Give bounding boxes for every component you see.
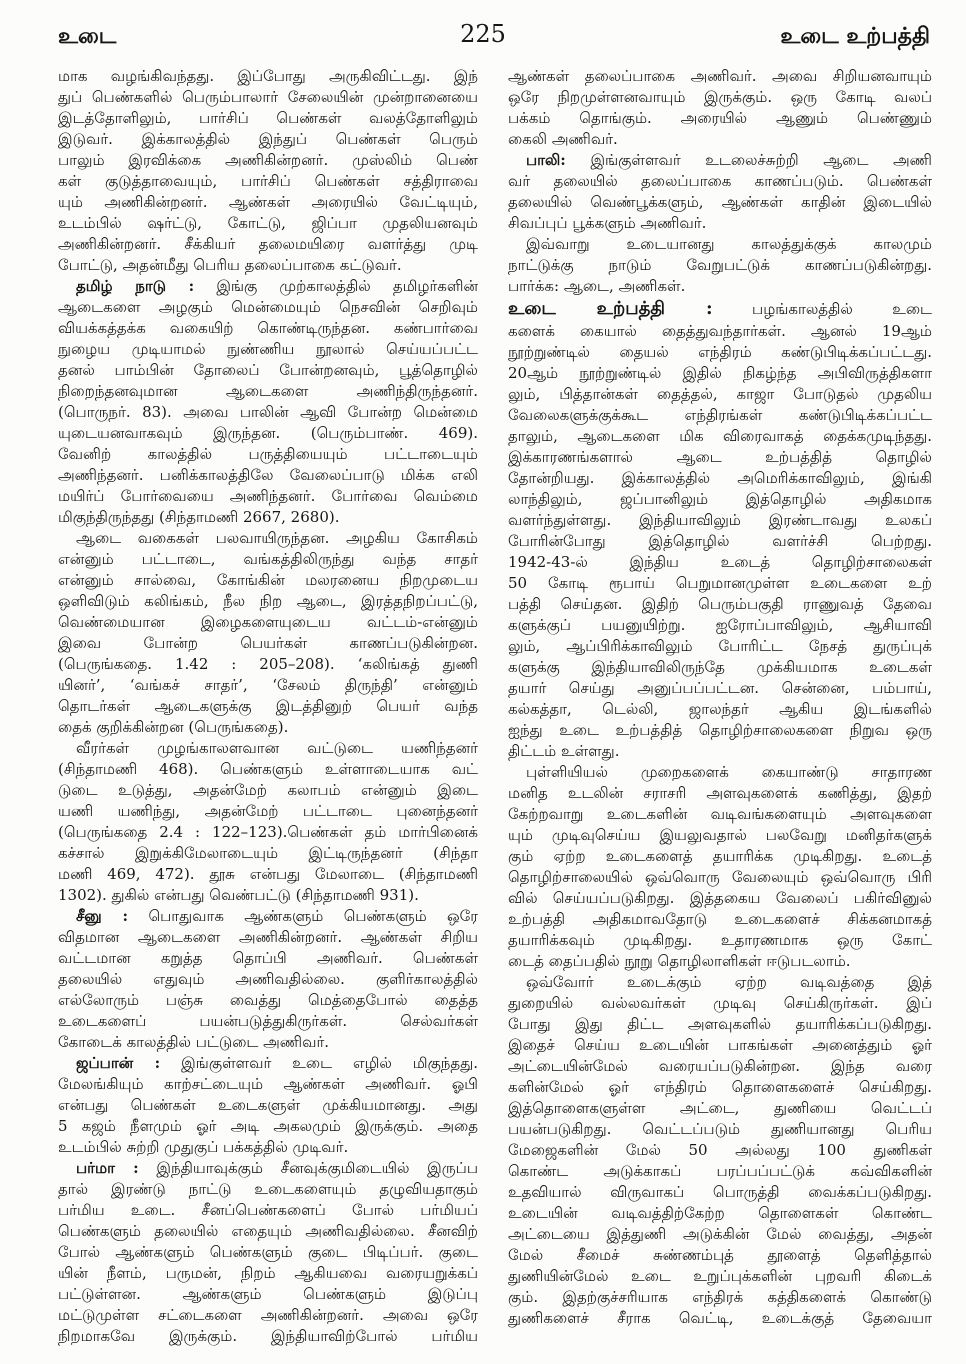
text-line xyxy=(58,549,478,570)
text-line xyxy=(58,1221,478,1242)
text-line xyxy=(508,972,932,993)
line-text: கும் ஏற்ற உடைகளைத் தயாரிக்க முடிகிறது. உடைத் xyxy=(508,847,932,865)
line-text: துப் பெண்களில் பெரும்பாலார் சேலையின் முன்றானையை xyxy=(58,88,478,106)
text-line xyxy=(58,885,478,906)
line-text: பத்தி செய்தன. இதிற் பெரும்பகுதி ராணுவத் தேவை xyxy=(508,595,932,613)
line-text: என்பது பெண்கள் உடைகளுள் முக்கியமானது. அது xyxy=(58,1096,478,1114)
text-line xyxy=(508,1245,932,1266)
line-text: மயிர்ப் போர்வையை அணிந்தனர். போர்வை வெம்மை xyxy=(58,487,478,505)
line-text: வேலைகளுக்குக்கூட எந்திரங்கள் கண்டுபிடிக்கப்பட்ட xyxy=(508,406,932,424)
line-text: பார்க்க: ஆடை, அணிகள். xyxy=(508,277,686,295)
line-text: வேனிற் காலத்தில் பருத்தியையும் பட்டாடையும் xyxy=(58,445,478,463)
line-text: நாட்டுக்கு நாடும் வேறுபட்டுக் காணப்படுகின்றது. xyxy=(508,256,932,274)
text-line xyxy=(58,360,478,381)
line-text: (பெருங்கதை. 1.42 : 205–208). ‘கலிங்கத் துணி xyxy=(58,655,478,673)
line-text: இக்காரணங்களால் ஆடை உற்பத்தித் தொழில் xyxy=(508,448,932,466)
line-text: புள்ளியியல் முறைகளைக் கையாண்டு சாதாரண xyxy=(526,763,932,781)
text-line xyxy=(508,1098,932,1119)
line-text: டுடை உடுத்து, அதன்மேற் கலாபம் என்னும் இடை xyxy=(58,781,478,799)
text-line xyxy=(58,822,478,843)
text-line xyxy=(508,363,932,384)
line-text: தைக் குறிக்கின்றன (பெருங்கதை). xyxy=(58,718,289,736)
line-text: உடம்பில் சுற்றி முதுகுப் பக்கத்தில் முடிவர். xyxy=(58,1138,349,1156)
paragraph xyxy=(58,906,478,1053)
line-text: கும். இதற்குச்சரியாக எந்திரக் கத்திகளைக் கொண்டு xyxy=(508,1288,932,1306)
line-text: 5 கஜம் நீளமும் ஓர் அடி அகலமும் இருக்கும். அதை xyxy=(58,1117,478,1135)
text-line xyxy=(58,759,478,780)
text-line xyxy=(58,1284,478,1305)
text-line xyxy=(58,255,478,276)
line-text: டைத் தைப்பதில் நூறு தொழிலாளிகள் ஈடுபடலாம். xyxy=(508,952,851,970)
text-line xyxy=(58,1032,478,1053)
text-line xyxy=(58,612,478,633)
text-line xyxy=(508,1119,932,1140)
line-text: கொண்ட அடுக்காகப் பரப்பப்பட்டுக் கவ்விகளின் xyxy=(508,1162,932,1180)
text-line xyxy=(508,909,932,930)
line-text: விதமான ஆடைகளை அணிகின்றனர். ஆண்கள் சிறிய xyxy=(58,928,478,946)
text-line xyxy=(58,654,478,675)
line-text: இங்குள்ளவர் உடலைச்சுற்றி ஆடை அணி xyxy=(590,151,932,169)
line-text: களுக்குப் பயனுயிற்று. ஐரோப்பாவிலும், ஆசியாவி xyxy=(508,616,932,634)
line-text: லும், பித்தான்கள் தைத்தல், காஜா போடுதல் முதலிய xyxy=(508,385,932,403)
line-text: எல்லோரும் பஞ்சு வைத்து மெத்தைபோல் தைத்த xyxy=(58,991,478,1009)
text-line xyxy=(508,594,932,615)
line-text: தால் இரண்டு நாட்டு உடைகளையும் தழுவியதாகும் xyxy=(58,1180,478,1198)
text-line xyxy=(508,1266,932,1287)
text-line xyxy=(508,510,932,531)
running-head-left: உடை xyxy=(58,23,117,49)
text-line xyxy=(58,1053,478,1074)
text-line xyxy=(58,108,478,129)
text-line xyxy=(58,444,478,465)
line-text: வர் தலையில் தலைப்பாகை காணப்படும். பெண்கள் xyxy=(508,172,932,190)
line-text: யின் நீளம், பருமன், நிறம் ஆகியவை வரையறுக்கப் xyxy=(58,1264,478,1282)
text-line xyxy=(508,615,932,636)
text-line xyxy=(508,888,932,909)
line-text: பர்மிய உடை. சீனப்பெண்களைப் போல் பர்மியப் xyxy=(58,1201,478,1219)
text-line xyxy=(508,930,932,951)
paragraph xyxy=(508,762,932,972)
text-line xyxy=(58,66,478,87)
paragraph xyxy=(508,297,932,762)
text-line xyxy=(508,1308,932,1329)
text-line xyxy=(508,678,932,699)
text-line xyxy=(58,507,478,528)
text-line xyxy=(58,276,478,297)
text-line xyxy=(508,1287,932,1308)
text-line xyxy=(508,447,932,468)
right-column xyxy=(508,66,932,1329)
text-line xyxy=(508,1056,932,1077)
line-text: அணிகின்றனர். சீக்கியர் தலைமயிரை வளர்த்து முடி xyxy=(58,235,478,253)
text-line xyxy=(58,675,478,696)
line-text: நிறைந்தனவுமான ஆடைகளை அணிந்திருந்தனர். xyxy=(58,382,478,400)
text-line xyxy=(508,276,932,297)
text-line xyxy=(508,150,932,171)
text-line xyxy=(58,1158,478,1179)
line-text: கள் குடுத்தாவையும், பார்சிப் பெண்கள் சத்திராவை xyxy=(58,172,478,190)
line-text: பெண்களும் தலையில் எதையும் அணிவதில்லை. சீனவிற் xyxy=(58,1222,478,1240)
text-line xyxy=(58,948,478,969)
line-text: தயாரிக்கவும் முடிகிறது. உதாரணமாக ஒரு கோட் xyxy=(508,931,932,949)
text-line xyxy=(58,1095,478,1116)
page-number: 225 xyxy=(460,20,506,48)
text-line xyxy=(58,906,478,927)
line-text: பாலும் இரவிக்கை அணிகின்றனர். முஸ்லிம் பெண் xyxy=(58,151,478,169)
text-line xyxy=(58,213,478,234)
left-column xyxy=(58,66,478,1347)
line-text: தொழிற்சாலையில் ஒவ்வொரு வேலையும் ஒவ்வொரு பிரி xyxy=(508,868,932,886)
text-line xyxy=(508,573,932,594)
text-line xyxy=(508,489,932,510)
text-line xyxy=(58,1200,478,1221)
line-text: உடையின் வடிவத்திற்கேற்ற தொளைகள் கொண்ட xyxy=(508,1204,932,1222)
text-line xyxy=(58,969,478,990)
line-text: இந்தியாவுக்கும் சீனவுக்குமிடையில் இருப்ப xyxy=(156,1159,478,1177)
text-line xyxy=(508,213,932,234)
text-line xyxy=(508,846,932,867)
text-line xyxy=(508,342,932,363)
text-line xyxy=(508,255,932,276)
text-line xyxy=(58,423,478,444)
line-text: மட்டுமுள்ள சட்டைகளை அணிகின்றனர். அவை ஒரே xyxy=(58,1306,478,1324)
text-line xyxy=(58,1011,478,1032)
text-line xyxy=(58,780,478,801)
text-line xyxy=(508,1161,932,1182)
line-text: உடம்பில் ஷர்ட்டு, கோட்டு, ஜிப்பா முதலியனவும் xyxy=(58,214,478,232)
text-line xyxy=(58,234,478,255)
text-line xyxy=(508,1014,932,1035)
section-heading: பாலி: xyxy=(526,151,566,169)
line-text: தாலும், ஆடைகளை மிக விரைவாகத் தைக்கமுடிந்தது. xyxy=(508,427,932,445)
line-text: உற்பத்தி அதிகமாவதோடு உடைகளைச் சிக்கனமாகத் xyxy=(508,910,932,928)
line-text: ஒவ்வோர் உடைக்கும் ஏற்ற வடிவத்தை இத் xyxy=(526,973,932,991)
text-line xyxy=(58,381,478,402)
text-line xyxy=(508,108,932,129)
line-text: இங்குள்ளவர் உடை எழில் மிகுந்தது. xyxy=(181,1054,478,1072)
line-text: தொடர்கள் ஆடைகளுக்கு இடத்தினுற் பெயர் வந்த xyxy=(58,697,478,715)
text-line xyxy=(508,993,932,1014)
line-text: மேஜைகளின் மேல் 50 அல்லது 100 துணிகள் xyxy=(508,1141,932,1159)
text-line xyxy=(508,171,932,192)
text-line xyxy=(58,486,478,507)
text-line xyxy=(508,762,932,783)
text-line xyxy=(508,804,932,825)
paragraph xyxy=(58,66,478,276)
text-line xyxy=(508,1224,932,1245)
text-line xyxy=(58,1116,478,1137)
paragraph xyxy=(58,1158,478,1347)
text-line xyxy=(58,297,478,318)
line-text: அட்டையை இத்துணி அடுக்கின் மேல் வைத்து, அதன் xyxy=(508,1225,932,1243)
section-heading: தமிழ் நாடு : xyxy=(76,277,195,295)
line-text: மணி 469, 472). தூசு என்பது மேலாடை (சிந்தாமணி xyxy=(58,865,478,883)
text-line xyxy=(58,927,478,948)
text-line xyxy=(58,591,478,612)
text-line xyxy=(58,465,478,486)
line-text: யும் முடிவுசெய்ய இயலுவதால் பலவேறு மனிதர்களுக் xyxy=(508,826,932,844)
line-text: பக்கம் தொங்கும். அரையில் ஆணும் பெண்ணும் xyxy=(508,109,932,127)
text-line xyxy=(508,468,932,489)
line-text: யுடையனவாகவும் இருந்தன. (பெரும்பாண். 469). xyxy=(58,424,478,442)
line-text: துணிகளைச் சீராக வெட்டி, உடைக்குத் தேவையா xyxy=(508,1309,932,1327)
line-text: தலையில் வெண்பூக்களும், ஆண்கள் காதின் இடையில் xyxy=(508,193,932,211)
text-line xyxy=(508,1035,932,1056)
line-text: போது இது திட்ட அளவுகளில் தயாரிக்கப்படுகிறது. xyxy=(508,1015,932,1033)
text-line xyxy=(58,1242,478,1263)
text-line xyxy=(58,1263,478,1284)
line-text: ஆடைகளை அழகும் மென்மையும் நெசவின் செறிவும் xyxy=(58,298,478,316)
line-text: நிறமாகவே இருக்கும். இந்தியாவிற்போல் பர்மிய xyxy=(58,1327,478,1345)
line-text: பயன்படுகிறது. வெட்டப்படும் துணியானது பெரிய xyxy=(508,1120,932,1138)
line-text: துணியின்மேல் உடை உறுப்புக்களின் புறவரி கிடைக் xyxy=(508,1267,932,1285)
line-text: உதவியால் விருவாகப் பொருத்தி வைக்கப்படுகிறது. xyxy=(508,1183,932,1201)
text-line xyxy=(58,1137,478,1158)
line-text: அட்டையின்மேல் வரையப்படுகின்றன. இந்த வரை xyxy=(508,1057,932,1075)
paragraph xyxy=(508,972,932,1329)
line-text: இங்கு முற்காலத்தில் தமிழர்களின் xyxy=(216,277,478,295)
line-text: என்னும் சால்வை, கோங்கின் மலரனைய நிறமுடைய xyxy=(58,571,478,589)
text-line xyxy=(58,801,478,822)
line-text: பொதுவாக ஆண்களும் பெண்களும் ஒரே xyxy=(148,907,478,925)
text-line xyxy=(58,192,478,213)
paragraph xyxy=(58,738,478,906)
line-text: பட்டுள்ளன. ஆண்களும் பெண்களும் இடுப்பு xyxy=(58,1285,478,1303)
text-line xyxy=(58,864,478,885)
line-text: (சிந்தாமணி 468). பெண்களும் உள்ளாடையாக வட் xyxy=(58,760,478,778)
line-text: கைலி அணிவர். xyxy=(508,130,618,148)
line-text: மேலங்கியும் காற்சட்டையும் ஆண்கள் அணிவர். ஓபி xyxy=(58,1075,478,1093)
paragraph xyxy=(508,66,932,150)
text-line xyxy=(508,552,932,573)
text-line xyxy=(58,570,478,591)
line-text: உடைகளைப் பயன்படுத்துகிருர்கள். செல்வர்கள் xyxy=(58,1012,478,1030)
line-text: மனித உடலின் சராசரி அளவுகளைக் கணித்து, இதற் xyxy=(508,784,932,802)
line-text: கேற்றவாறு உடைகளின் வடிவங்களையும் அளவுகளை xyxy=(508,805,932,823)
line-text: தோன்றியது. இக்காலத்தில் அமெரிக்காவிலும், இங்கி xyxy=(508,469,932,487)
line-text: அணிந்தனர். பனிக்காலத்திலே வேலைப்பாடு மிக்க எலி xyxy=(58,466,478,484)
line-text: தயார் செய்து அனுப்பப்பட்டன. சென்னை, பம்பாய், xyxy=(508,679,932,697)
text-line xyxy=(508,129,932,150)
running-head-right: உடை உற்பத்தி xyxy=(780,23,930,49)
text-line xyxy=(58,738,478,759)
text-line xyxy=(508,741,932,762)
text-line xyxy=(58,318,478,339)
paragraph xyxy=(58,276,478,528)
line-text: நூற்றுண்டில் தையல் எந்திரம் கண்டுபிடிக்கப்பட்டது. xyxy=(508,343,932,361)
line-text: கச்சால் இறுக்கிமேலாடையும் இட்டிருந்தனர் (சிந்தா xyxy=(58,844,478,862)
text-line xyxy=(508,699,932,720)
text-line xyxy=(58,171,478,192)
paragraph xyxy=(58,1053,478,1158)
line-text: வில் செய்யப்படுகிறது. இத்தகைய வேலைப் பகிர்வினுல் xyxy=(508,889,932,907)
line-text: யணி யணிந்து, அதன்மேற் பட்டாடை புனைந்தனர் xyxy=(58,802,478,820)
text-line xyxy=(508,657,932,678)
line-text: ஆண்கள் தலைப்பாகை அணிவர். அவை சிறியனவாயும் xyxy=(508,67,932,85)
line-text: யினர்’, ‘வங்கச் சாதர்’, ‘சேலம் திருந்தி’ என்னும் xyxy=(58,676,478,694)
text-line xyxy=(508,636,932,657)
text-line xyxy=(58,633,478,654)
text-line xyxy=(58,528,478,549)
text-line xyxy=(508,405,932,426)
line-text: ஒளிவிடும் கலிங்கம், நீல நிற ஆடை, இரத்தநிறப்பட்டு, xyxy=(58,592,478,610)
text-line xyxy=(508,783,932,804)
line-text: மிகுந்திருந்தது (சிந்தாமணி 2667, 2680). xyxy=(58,508,340,526)
text-line xyxy=(508,825,932,846)
text-line xyxy=(58,696,478,717)
line-text: பழங்காலத்தில் உடை xyxy=(752,300,932,318)
line-text: இவை போன்ற பெயர்கள் காணப்படுகின்றன. xyxy=(58,634,478,652)
text-line xyxy=(58,717,478,738)
line-text: வட்டமான கறுத்த தொப்பி அணிவர். பெண்கள் xyxy=(58,949,478,967)
line-text: 1302). துகில் என்பது வெண்பட்டு (சிந்தாமணி 931). xyxy=(58,886,419,904)
line-text: வளர்ந்துள்ளது. இந்தியாவிலும் இரண்டாவது உலகப் xyxy=(508,511,932,529)
text-line xyxy=(508,192,932,213)
paragraph xyxy=(508,234,932,297)
line-text: களுக்கு இந்தியாவிலிருந்தே முக்கியமாக உடைகள் xyxy=(508,658,932,676)
text-line xyxy=(58,129,478,150)
text-line xyxy=(508,297,932,321)
text-line xyxy=(508,1182,932,1203)
text-line xyxy=(58,843,478,864)
line-text: வீரர்கள் முழங்காலளவான வட்டுடை யணிந்தனர் xyxy=(76,739,478,757)
text-line xyxy=(508,87,932,108)
line-text: 50 கோடி ரூபாய் பெறுமானமுள்ள உடைகளை உற் xyxy=(508,574,932,592)
text-line xyxy=(58,87,478,108)
line-text: மேல் சீமைச் சுண்ணம்புத் தூளைத் தெளித்தால் xyxy=(508,1246,932,1264)
line-text: லும், ஆப்பிரிக்காவிலும் போரிட்ட நேசத் துருப்புக் xyxy=(508,637,932,655)
line-text: போரின்போது இத்தொழில் வளர்ச்சி பெற்றது. xyxy=(508,532,932,550)
text-line xyxy=(58,339,478,360)
text-line xyxy=(508,1140,932,1161)
text-line xyxy=(508,867,932,888)
text-line xyxy=(58,402,478,423)
section-heading: சீனு : xyxy=(76,907,129,925)
line-text: யும் அணிகின்றனர். ஆண்கள் அரையில் வேட்டியும், xyxy=(58,193,478,211)
paragraph xyxy=(58,528,478,738)
line-text: இடத்தோளிலும், பார்சிப் பெண்கள் வலத்தோளிலும் xyxy=(58,109,478,127)
line-text: இவ்வாறு உடையானது காலத்துக்குக் காலமும் xyxy=(526,235,932,253)
text-line xyxy=(508,426,932,447)
text-line xyxy=(508,951,932,972)
line-text: 20ஆம் நூற்றுண்டில் இதில் நிகழ்ந்த அபிவிருத்திகளா xyxy=(508,364,932,382)
text-line xyxy=(58,990,478,1011)
line-text: இதைச் செய்ய உடையின் பாகங்கள் அனைத்தும் ஓர் xyxy=(508,1036,932,1054)
line-text: மாக வழங்கிவந்தது. இப்போது அருகிவிட்டது. இந் xyxy=(58,67,478,85)
line-text: ஆடை வகைகள் பலவாயிருந்தன. அழகிய கோசிகம் xyxy=(76,529,478,547)
line-text: போல் ஆண்களும் பெண்களும் குடை பிடிப்பர். குடை xyxy=(58,1243,478,1261)
line-text: போட்டு, அதன்மீது பெரிய தலைப்பாகை கட்டுவர். xyxy=(58,256,402,274)
text-line xyxy=(508,1203,932,1224)
entry-title: உடை உற்பத்தி : xyxy=(508,298,713,319)
line-text: நுழைய முடியாமல் நுண்ணிய நூலால் செய்யப்பட்ட xyxy=(58,340,478,358)
line-text: லாந்திலும், ஜப்பானிலும் இத்தொழில் அதிகமாக xyxy=(508,490,932,508)
line-text: 1942-43-ல் இந்திய உடைத் தொழிற்சாலைகள் xyxy=(508,553,932,571)
text-line xyxy=(58,1074,478,1095)
line-text: சிவப்புப் பூக்களும் அணிவர். xyxy=(508,214,707,232)
line-text: (பொருநர். 83). அவை பாலின் ஆவி போன்ற மென்மை xyxy=(58,403,478,421)
line-text: வெண்மையான இழைகளையுடைய வட்டம்-என்னும் xyxy=(58,613,478,631)
text-line xyxy=(508,66,932,87)
section-heading: ஜப்பான் : xyxy=(76,1054,161,1072)
line-text: (பெருங்கதை 2.4 : 122–123).பெண்கள் தம் மார்பினைக் xyxy=(58,823,478,841)
line-text: துறையில் வல்லவர்கள் முடிவு செய்கிருர்கள். இப் xyxy=(508,994,932,1012)
line-text: கல்கத்தா, டெல்லி, ஜாலந்தர் ஆகிய இடங்களில் xyxy=(508,700,932,718)
line-text: களைக் கையால் தைத்துவந்தார்கள். ஆனல் 19ஆம் xyxy=(508,322,932,340)
line-text: ஒரே நிறமுள்ளனவாயும் இருக்கும். ஒரு கோடி வலப் xyxy=(508,88,932,106)
text-line xyxy=(58,1179,478,1200)
text-line xyxy=(508,321,932,342)
line-text: இடுவர். இக்காலத்தில் இந்துப் பெண்கள் பெரும் xyxy=(58,130,478,148)
line-text: திட்டம் உள்ளது. xyxy=(508,742,620,760)
line-text: தனல் பாம்பின் தோலைப் போன்றனவும், பூத்தொழில் xyxy=(58,361,478,379)
line-text: என்னும் பட்டாடை, வங்கத்திலிருந்து வந்த சாதர் xyxy=(58,550,478,568)
line-text: வியக்கத்தக்க வகையிற் கொண்டிருந்தன. கண்பார்வை xyxy=(58,319,478,337)
text-line xyxy=(508,1077,932,1098)
line-text: தலையில் எதுவும் அணிவதில்லை. குளிர்காலத்தில் xyxy=(58,970,478,988)
line-text: களின்மேல் ஓர் எந்திரம் தொளைகளைச் செய்கிறது. xyxy=(508,1078,932,1096)
text-line xyxy=(58,150,478,171)
paragraph xyxy=(508,150,932,234)
text-line xyxy=(508,720,932,741)
text-line xyxy=(508,384,932,405)
text-line xyxy=(508,531,932,552)
section-heading: பர்மா : xyxy=(76,1159,139,1177)
text-line xyxy=(58,1305,478,1326)
line-text: கோடைக் காலத்தில் பட்டுடை அணிவர். xyxy=(58,1033,330,1051)
line-text: இத்தொளைகளுள்ள அட்டை, துணியை வெட்டப் xyxy=(508,1099,932,1117)
text-line xyxy=(58,1326,478,1347)
line-text: ஐந்து உடை உற்பத்தித் தொழிற்சாலைகளை நிறுவ ஒரு xyxy=(508,721,932,739)
text-line xyxy=(508,234,932,255)
